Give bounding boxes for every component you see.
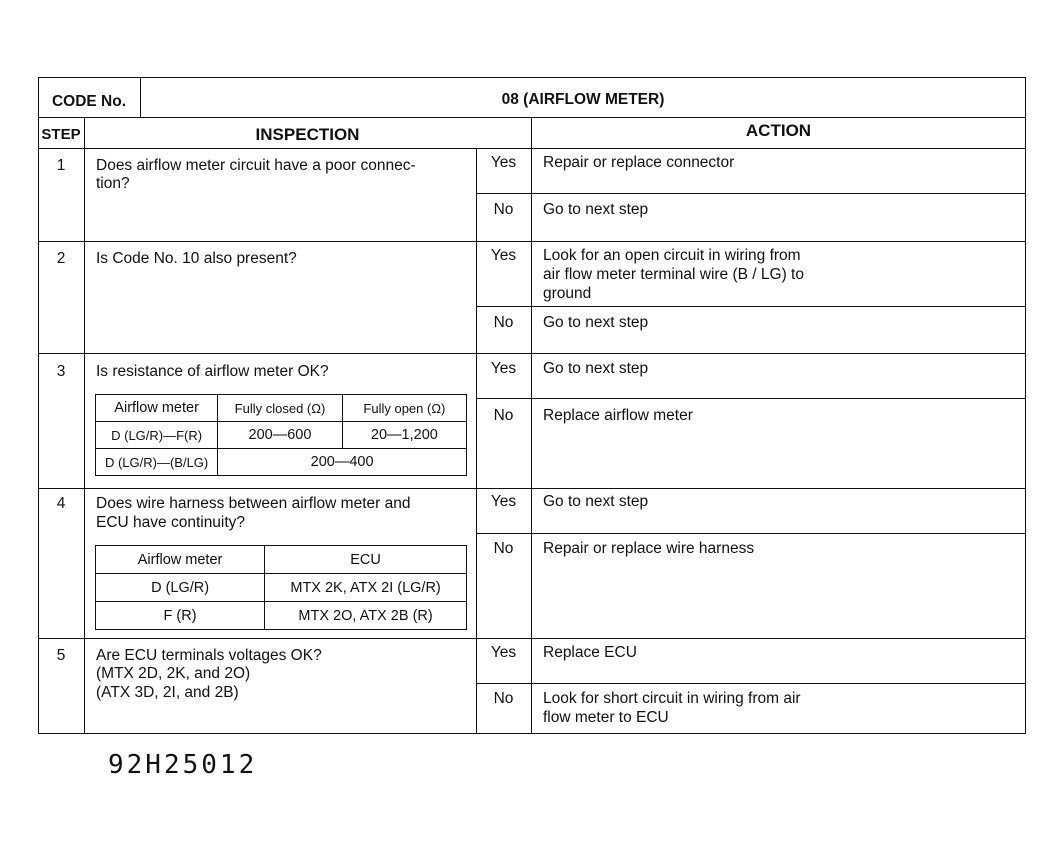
divider [476,398,1026,399]
table-cell: D (LG/R)—(B/LG) [96,449,218,476]
yes-label: Yes [490,154,517,171]
yes-action: Go to next step [543,493,649,510]
step-number: 3 [56,363,66,380]
code-title: 08 (AIRFLOW METER) [501,91,665,108]
resistance-table [95,394,467,476]
no-label: No [493,540,514,557]
table-cell: MTX 2K, ATX 2I (LG/R) [265,574,467,602]
divider [38,117,1026,118]
table-cell: 200—600 [218,422,343,449]
inspection-text: Is Code No. 10 also present? [96,250,297,267]
yes-action: Replace ECU [543,644,637,661]
inspection-text: ECU have continuity? [96,514,246,531]
yes-label: Yes [490,247,517,264]
table-header: ECU [265,546,467,574]
no-action: Go to next step [543,314,649,331]
divider [38,488,1026,489]
table-header: Airflow meter [96,546,265,574]
yes-action: Repair or replace connector [543,154,735,171]
yes-label: Yes [490,644,517,661]
no-action: Go to next step [543,201,649,218]
inspection-text: (ATX 3D, 2I, and 2B) [96,684,239,701]
inspection-text: Are ECU terminals voltages OK? [96,647,322,664]
figure-code: 92H25012 [108,750,258,780]
no-label: No [493,314,514,331]
table-cell: 200—400 [218,449,467,476]
inspection-text: tion? [96,175,130,192]
inspection-text: Is resistance of airflow meter OK? [96,363,329,380]
yes-action: Go to next step [543,360,649,377]
inspection-text: (MTX 2D, 2K, and 2O) [96,665,251,682]
yes-label: Yes [490,493,517,510]
table-cell: 20—1,200 [342,422,466,449]
action-header: ACTION [745,121,812,140]
step-number: 2 [56,250,66,267]
step-header: STEP [41,126,81,143]
step-number: 5 [56,647,66,664]
no-label: No [493,201,514,218]
divider [476,683,1026,684]
divider [531,117,532,734]
step-number: 1 [56,157,66,174]
table-cell: MTX 2O, ATX 2B (R) [265,602,467,630]
no-action: Look for short circuit in wiring from air [543,690,801,707]
divider [84,117,85,734]
divider [476,533,1026,534]
yes-label: Yes [490,360,517,377]
table-cell: D (LG/R) [96,574,265,602]
table-cell: D (LG/R)—F(R) [96,422,218,449]
table-header: Airflow meter [96,395,218,422]
inspection-text: Does airflow meter circuit have a poor connec- [96,157,416,174]
divider [38,148,1026,149]
step-number: 4 [56,495,66,512]
yes-action: ground [543,285,592,302]
table-header: Fully open (Ω) [342,395,466,422]
no-action: Repair or replace wire harness [543,540,755,557]
no-action: Replace airflow meter [543,407,693,424]
divider [476,193,1026,194]
no-action: flow meter to ECU [543,709,669,726]
code-label: CODE No. [51,93,127,110]
table-header: Fully closed (Ω) [218,395,343,422]
inspection-header: INSPECTION [255,125,360,144]
yes-action: air flow meter terminal wire (B / LG) to [543,266,804,283]
continuity-table [95,545,467,630]
divider [38,241,1026,242]
inspection-text: Does wire harness between airflow meter and [96,495,411,512]
divider [38,638,1026,639]
divider [476,306,1026,307]
yes-action: Look for an open circuit in wiring from [543,247,801,264]
table-cell: F (R) [96,602,265,630]
divider [38,353,1026,354]
no-label: No [493,407,514,424]
no-label: No [493,690,514,707]
